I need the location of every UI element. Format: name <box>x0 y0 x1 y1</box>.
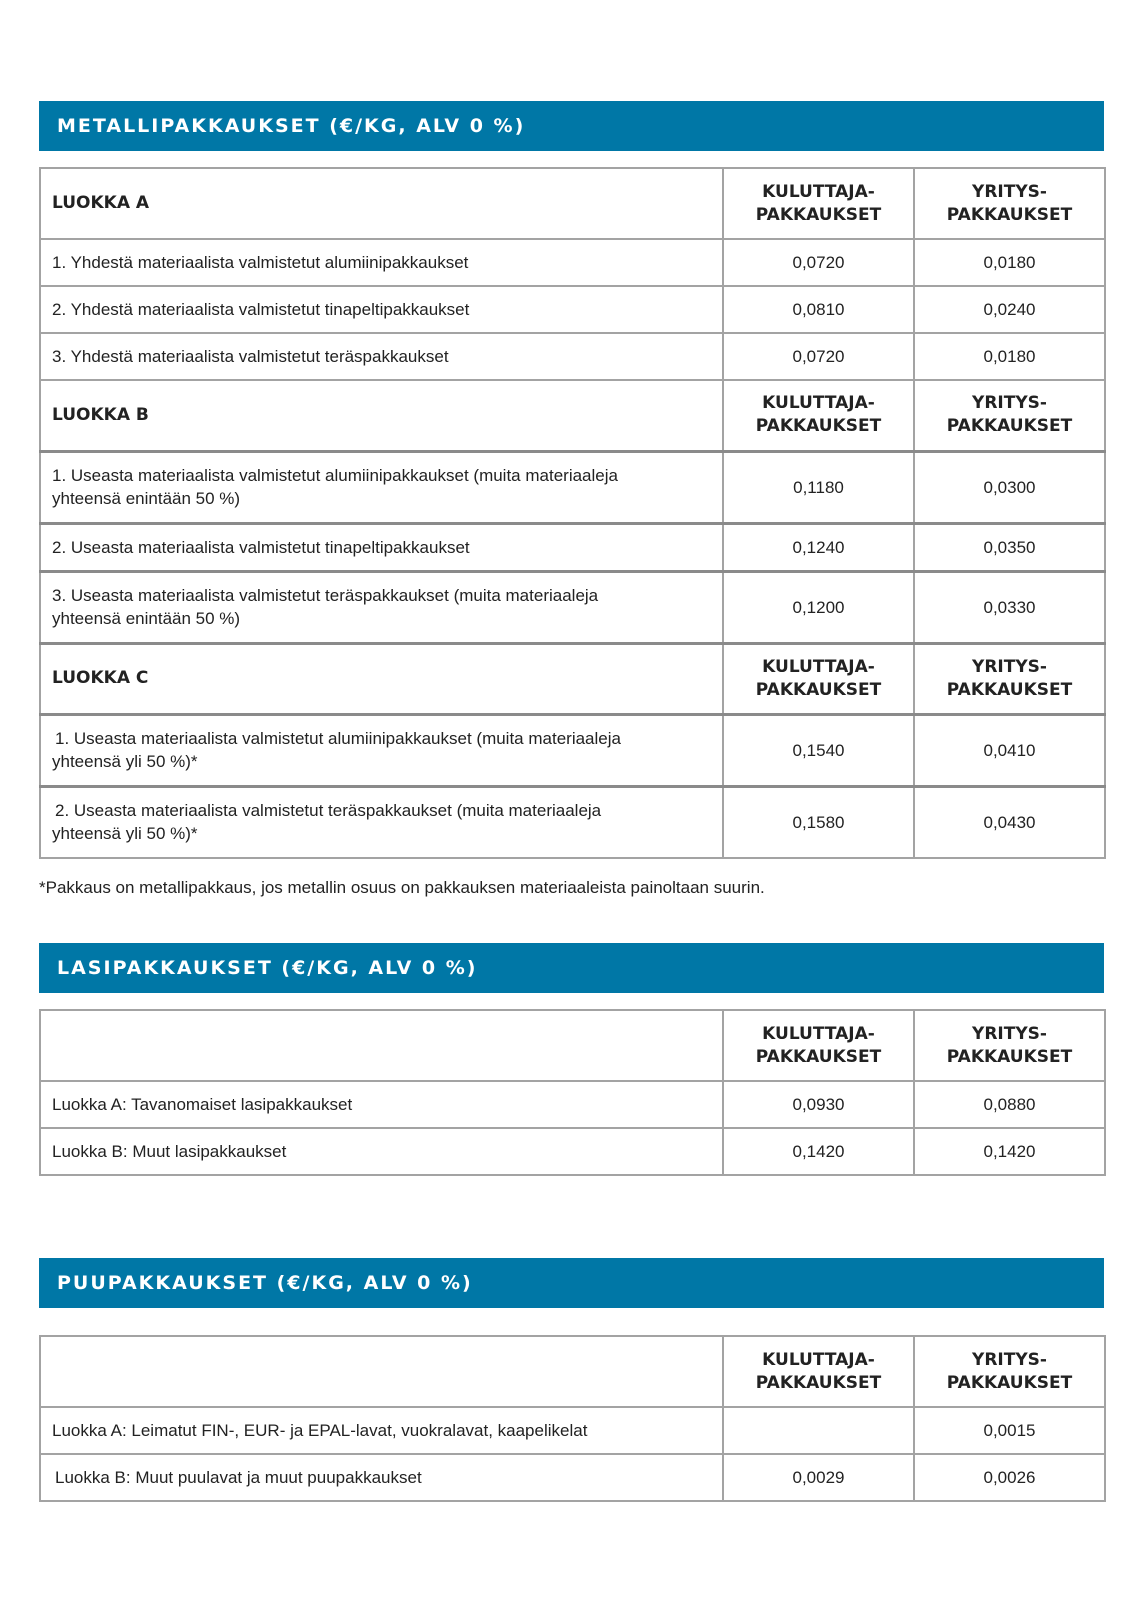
table-row <box>40 1081 1105 1128</box>
row-description: 2. Yhdestä materiaalista valmistetut tinapeltipakkaukset <box>40 286 723 333</box>
table-row <box>40 523 1105 571</box>
table-row <box>40 239 1105 286</box>
business-value: 0,0015 <box>914 1407 1105 1454</box>
consumer-value: 0,1180 <box>723 451 914 523</box>
empty-header-cell <box>40 1336 723 1407</box>
glass-table <box>39 1009 1106 1176</box>
metal-footnote: *Pakkaus on metallipakkaus, jos metallin osuus on pakkauksen materiaaleista painoltaan suurin. <box>39 878 765 897</box>
consumer-value: 0,1580 <box>723 786 914 858</box>
table-row <box>40 1454 1105 1501</box>
business-value: 0,0410 <box>914 714 1105 786</box>
class-b-label: LUOKKA B <box>40 380 723 451</box>
row-description: Luokka A: Leimatut FIN-, EUR- ja EPAL-lavat, vuokralavat, kaapelikelat <box>40 1407 723 1454</box>
consumer-column-header: KULUTTAJA- PAKKAUKSET <box>723 168 914 239</box>
consumer-column-header: KULUTTAJA- PAKKAUKSET <box>723 1336 914 1407</box>
row-description: Luokka B: Muut lasipakkaukset <box>40 1128 723 1175</box>
metal-section-title: METALLIPAKKAUKSET (€/KG, ALV 0 %) <box>39 101 1104 151</box>
empty-header-cell <box>40 1010 723 1081</box>
row-description: 3. Yhdestä materiaalista valmistetut teräspakkaukset <box>40 333 723 380</box>
business-value: 0,0026 <box>914 1454 1105 1501</box>
class-a-header-row <box>40 168 1105 239</box>
consumer-value: 0,0720 <box>723 239 914 286</box>
business-value: 0,0300 <box>914 451 1105 523</box>
class-a-label: LUOKKA A <box>40 168 723 239</box>
row-description: 2. Useasta materiaalista valmistetut tinapeltipakkaukset <box>40 523 723 571</box>
table-row <box>40 286 1105 333</box>
table-row <box>40 333 1105 380</box>
row-description: 2. Useasta materiaalista valmistetut teräspakkaukset (muita materiaaleja yhteensä yli 50 %)* <box>40 786 723 858</box>
consumer-value: 0,1540 <box>723 714 914 786</box>
class-c-header-row <box>40 643 1105 714</box>
business-value: 0,0330 <box>914 571 1105 643</box>
business-value: 0,0180 <box>914 239 1105 286</box>
row-description: 1. Useasta materiaalista valmistetut alumiinipakkaukset (muita materiaaleja yhteensä yli 50 %)* <box>40 714 723 786</box>
consumer-column-header: KULUTTAJA- PAKKAUKSET <box>723 380 914 451</box>
business-value: 0,0880 <box>914 1081 1105 1128</box>
class-c-label: LUOKKA C <box>40 643 723 714</box>
row-description: 1. Yhdestä materiaalista valmistetut alumiinipakkaukset <box>40 239 723 286</box>
consumer-column-header: KULUTTAJA- PAKKAUKSET <box>723 1010 914 1081</box>
business-value: 0,1420 <box>914 1128 1105 1175</box>
consumer-column-header: KULUTTAJA- PAKKAUKSET <box>723 643 914 714</box>
table-row <box>40 451 1105 523</box>
row-description: Luokka B: Muut puulavat ja muut puupakkaukset <box>40 1454 723 1501</box>
business-column-header: YRITYS- PAKKAUKSET <box>914 1336 1105 1407</box>
business-column-header: YRITYS- PAKKAUKSET <box>914 1010 1105 1081</box>
consumer-value: 0,1420 <box>723 1128 914 1175</box>
business-value: 0,0350 <box>914 523 1105 571</box>
business-value: 0,0240 <box>914 286 1105 333</box>
glass-section-title: LASIPAKKAUKSET (€/KG, ALV 0 %) <box>39 943 1104 993</box>
consumer-value: 0,1240 <box>723 523 914 571</box>
row-description: Luokka A: Tavanomaiset lasipakkaukset <box>40 1081 723 1128</box>
glass-header-row <box>40 1010 1105 1081</box>
row-description: 1. Useasta materiaalista valmistetut alumiinipakkaukset (muita materiaaleja yhteensä enintään 50 %) <box>40 451 723 523</box>
business-column-header: YRITYS- PAKKAUKSET <box>914 168 1105 239</box>
consumer-value: 0,0029 <box>723 1454 914 1501</box>
business-column-header: YRITYS- PAKKAUKSET <box>914 380 1105 451</box>
table-row <box>40 571 1105 643</box>
table-row <box>40 1407 1105 1454</box>
wood-header-row <box>40 1336 1105 1407</box>
row-description: 3. Useasta materiaalista valmistetut teräspakkaukset (muita materiaaleja yhteensä enintään 50 %) <box>40 571 723 643</box>
business-column-header: YRITYS- PAKKAUKSET <box>914 643 1105 714</box>
wood-section-title: PUUPAKKAUKSET (€/KG, ALV 0 %) <box>39 1258 1104 1308</box>
consumer-value: 0,1200 <box>723 571 914 643</box>
business-value: 0,0430 <box>914 786 1105 858</box>
consumer-value: 0,0720 <box>723 333 914 380</box>
table-row <box>40 786 1105 858</box>
class-b-header-row <box>40 380 1105 451</box>
consumer-value: 0,0810 <box>723 286 914 333</box>
table-row <box>40 1128 1105 1175</box>
metal-table <box>39 167 1106 859</box>
business-value: 0,0180 <box>914 333 1105 380</box>
table-row <box>40 714 1105 786</box>
consumer-value: 0,0930 <box>723 1081 914 1128</box>
consumer-value <box>723 1407 914 1454</box>
wood-table <box>39 1335 1106 1502</box>
